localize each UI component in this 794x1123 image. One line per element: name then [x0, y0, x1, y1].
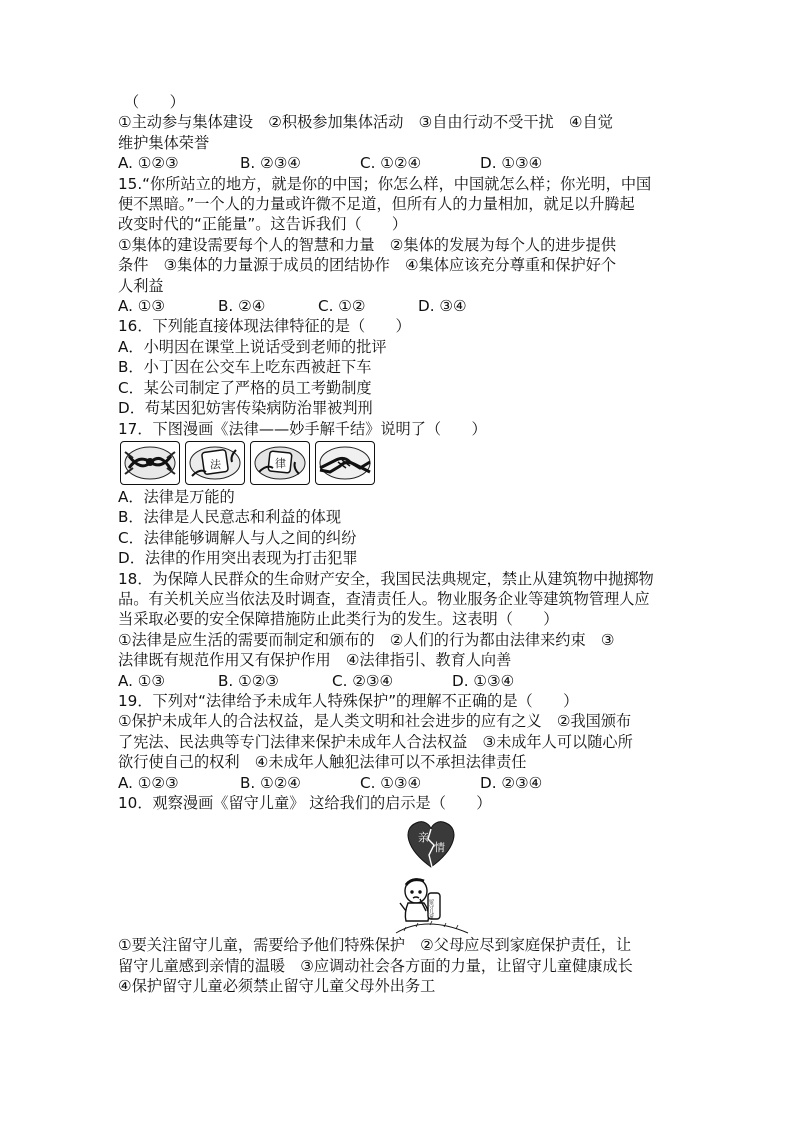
option-b[interactable]: B. ①②③ [218, 671, 279, 690]
option-b[interactable]: B. ②④ [218, 297, 266, 316]
option-c[interactable]: C. ①② [318, 297, 366, 316]
option-d[interactable]: D. ①③④ [452, 671, 515, 690]
left-behind-child-cartoon [118, 815, 678, 935]
q10-items-line-3: ④保护留守儿童必须禁止留守儿童父母外出务工 [118, 977, 436, 996]
option-d[interactable]: D. ③④ [418, 297, 467, 316]
q17-option-d[interactable]: D．法律的作用突出表现为打击犯罪 [118, 549, 358, 568]
panel-text-lv: 律 [275, 456, 286, 470]
q15-items-line-3: 人利益 [118, 276, 164, 295]
q15-options [118, 296, 678, 316]
q18-options [118, 671, 678, 691]
q14-options [118, 153, 678, 173]
bag-text: 留守儿童 [428, 899, 434, 920]
heart-text-qin: 亲 [418, 831, 429, 845]
q16-option-c[interactable]: C．某公司制定了严格的员工考勤制度 [118, 378, 372, 397]
q16-option-b[interactable]: B．小丁因在公交车上吃东西被赶下车 [118, 358, 372, 377]
q18-stem-line-3: 当采取必要的安全保障措施防止此类行为的发生。这表明（ ） [118, 610, 559, 629]
option-d[interactable]: D. ①③④ [480, 154, 543, 173]
q16-option-d[interactable]: D．苟某因犯妨害传染病防治罪被判刑 [118, 399, 373, 418]
panel-text-fa: 法 [210, 457, 221, 471]
q19-items-line-1: ①保护未成年人的合法权益，是人类文明和社会进步的应有之义 ②我国颁布 [118, 712, 632, 731]
option-c[interactable]: C. ①②④ [360, 154, 422, 173]
child-figure [396, 879, 468, 933]
exam-page [118, 92, 678, 997]
option-c[interactable]: C. ②③④ [332, 671, 394, 690]
q18-stem-line-2: 品。有关机关应当依法及时调查，查清责任人。物业服务企业等建筑物管理人应 [118, 589, 650, 608]
q18-items-line-2: 法律既有规范作用又有保护作用 ④法律指引、教育人向善 [118, 651, 512, 670]
q16-option-a[interactable]: A．小明因在课堂上说话受到老师的批评 [118, 337, 387, 356]
q19-stem: 19．下列对“法律给予未成年人特殊保护”的理解不正确的是（ ） [118, 691, 579, 710]
q17-stem: 17．下图漫画《法律——妙手解千结》说明了（ ） [118, 419, 487, 438]
option-c[interactable]: C. ①③④ [360, 773, 422, 792]
q17-option-c[interactable]: C．法律能够调解人与人之间的纠纷 [118, 528, 357, 547]
q15-stem-line-1: 15.“你所站立的地方，就是你的中国；你怎么样，中国就怎么样；你光明，中国 [118, 174, 652, 193]
q18-stem-line-1: 18．为保障人民群众的生命财产安全，我国民法典规定，禁止从建筑物中抛掷物 [118, 569, 654, 588]
comic-panel-handshake [315, 441, 375, 485]
q14-stem-end: （ ） [124, 93, 185, 111]
q15-items-line-1: ①集体的建设需要每个人的智慧和力量 ②集体的发展为每个人的进步提供 [118, 235, 617, 254]
q15-stem-line-3: 改变时代的“正能量”。这告诉我们（ ） [118, 215, 408, 234]
q15-stem-line-2: 便不黑暗。”一个人的力量或许微不足道，但所有人的力量相加，就足以升腾起 [118, 195, 635, 214]
comic-panel-knotted-hands [120, 441, 180, 485]
option-a[interactable]: A. ①③ [118, 671, 166, 690]
q19-items-line-3: 欲行使自己的权利 ④未成年人触犯法律可以不承担法律责任 [118, 753, 527, 772]
heart-text-qing: 情 [434, 841, 445, 855]
option-d[interactable]: D. ②③④ [480, 773, 543, 792]
option-a[interactable]: A. ①②③ [118, 773, 179, 792]
comic-panel-law-hand [185, 441, 245, 485]
q18-items-line-1: ①法律是应生活的需要而制定和颁布的 ②人们的行为都由法律来约束 ③ [118, 630, 615, 649]
q17-option-a[interactable]: A．法律是万能的 [118, 487, 235, 506]
q17-comic-strip [120, 441, 678, 485]
q10-stem: 10．观察漫画《留守儿童》 这给我们的启示是（ ） [118, 794, 492, 812]
option-a[interactable]: A. ①③ [118, 297, 166, 316]
q17-option-b[interactable]: B．法律是人民意志和利益的体现 [118, 508, 342, 527]
q15-items-line-2: 条件 ③集体的力量源于成员的团结协作 ④集体应该充分尊重和保护好个 [118, 256, 617, 275]
option-b[interactable]: B. ①②④ [240, 773, 301, 792]
heart-icon [408, 822, 454, 867]
q10-items-line-1: ①要关注留守儿童，需要给予他们特殊保护 ②父母应尽到家庭保护责任，让 [118, 936, 632, 955]
q19-options [118, 773, 678, 793]
comic-panel-law-hand-2 [250, 441, 310, 485]
q10-items-line-2: 留守儿童感到亲情的温暖 ③应调动社会各方面的力量，让留守儿童健康成长 [118, 956, 633, 975]
q14-items-line-2: 维护集体荣誉 [118, 133, 210, 152]
q16-stem: 16．下列能直接体现法律特征的是（ ） [118, 317, 411, 336]
q19-items-line-2: 了宪法、民法典等专门法律来保护未成年人合法权益 ③未成年人可以随心所 [118, 732, 633, 751]
option-b[interactable]: B. ②③④ [240, 154, 301, 173]
option-a[interactable]: A. ①②③ [118, 154, 179, 173]
q14-items-line-1: ①主动参与集体建设 ②积极参加集体活动 ③自由行动不受干扰 ④自觉 [118, 113, 613, 132]
